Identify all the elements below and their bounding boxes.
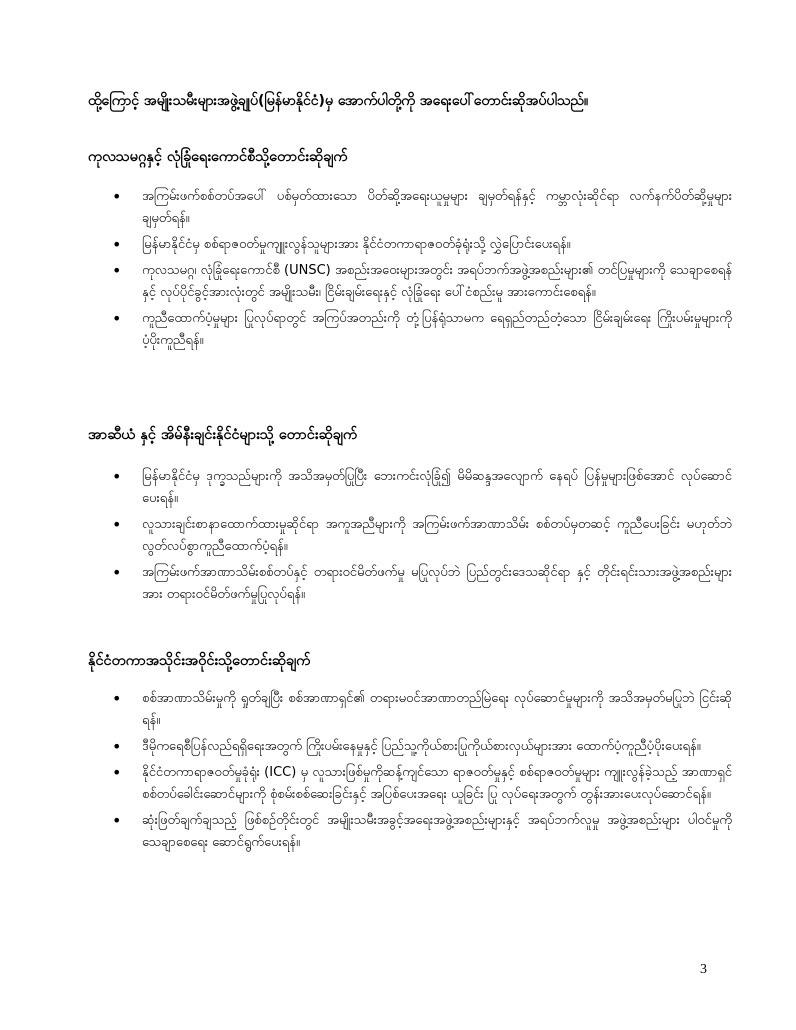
section-list-asean [112, 466, 732, 610]
section-heading-asean: အာဆီယံ နှင့် အိမ်နီးချင်းနိုင်ငံများသို့ တောင်းဆိုချက် [88, 427, 358, 443]
section-heading-international: နိုင်ငံတကာအသိုင်းအဝိုင်းသို့တောင်းဆိုချက် [88, 653, 311, 669]
list-item: • နိုင်ငံတကာရာဇဝတ်မှုခုံရုံး (ICC) မှ လူသားဖြစ်မှုကိုဆန့်ကျင်သော ရာဇဝတ်မှုနှင့် စစ်ရာဇဝတ်မှုများ ကျူးလွန်ခဲ့သည့် အာဏာရှင်စစ်တပ်ခေါင်းဆောင်များကို စုံစမ်းစစ်ဆေးခြင်းနှင့် အပြစ်ပေးအရေး ယူခြင်း ပြု လုပ်ရေးအတွက် တွန်းအားပေးလုပ်ဆောင်ရန်။ [112, 762, 732, 806]
page-number: 3 [700, 962, 707, 977]
list-item: • မြန်မာနိုင်ငံမှ ဒုက္ခသည်များကို အသိအမှတ်ပြုပြီး ဘေးကင်းလုံခြုံ၍ မိမိဆန္ဒအလျောက် နေရပ် ပြန်မှုများဖြစ်အောင် လုပ်ဆောင်ပေးရန်။ [112, 466, 732, 510]
section-list-un [112, 186, 732, 356]
list-item: • လူသားချင်းစာနာထောက်ထားမှုဆိုင်ရာ အကူအညီများကို အကြမ်းဖက်အာဏာသိမ်း စစ်တပ်မှတဆင့် ကူညီပေးခြင်း မဟုတ်ဘဲ လွတ်လပ်စွာကူညီထောက်ပံ့ရန်။ [112, 514, 732, 558]
list-item: • စစ်အာဏာသိမ်းမှုကို ရှုတ်ချပြီး စစ်အာဏာရှင်၏ တရားမဝင်အာဏာတည်မြဲရေး လုပ်ဆောင်မှုများကို အသိအမှတ်မပြုဘဲ ငြင်းဆိုရန်။ [112, 688, 732, 732]
list-item: • ကူညီထောက်ပံ့မှုများ ပြုလုပ်ရာတွင် အကြပ်အတည်းကို တုံ့ပြန်ရုံသာမက ရေရှည်တည်တံ့သော ငြိမ်းချမ်းရေး ကြိုးပမ်းမှုများကို ပံ့ပိုးကူညီရန်။ [112, 308, 732, 352]
intro-statement: ထို့ကြောင့် အမျိုးသမီးများအဖွဲ့ချုပ်(မြန်မာနိုင်ငံ)မှ အောက်ပါတို့ကို အရေးပေါ်တောင်းဆိုအပ်ပါသည်။ [88, 93, 589, 109]
list-item: • ဆုံးဖြတ်ချက်ချသည့် ဖြစ်စဉ်တိုင်းတွင် အမျိုးသမီးအခွင့်အရေးအဖွဲ့အစည်းများနှင့် အရပ်ဘက်လူမှု အဖွဲ့အစည်းများ ပါဝင်မှုကို သေချာစေရေး ဆောင်ရွက်ပေးရန်။ [112, 810, 732, 854]
list-item: • အကြမ်းဖက်အာဏာသိမ်းစစ်တပ်နှင့် တရားဝင်မိတ်ဖက်မှု မပြုလုပ်ဘဲ ပြည်တွင်းဒေသဆိုင်ရာ နှင့် တိုင်းရင်းသားအဖွဲ့အစည်းများအား တရားဝင်မိတ်ဖက်မှုပြုလုပ်ရန်။ [112, 562, 732, 606]
list-item: • မြန်မာနိုင်ငံမှ စစ်ရာဇဝတ်မှုကျူးလွန်သူများအား နိုင်ငံတကာရာဇဝတ်ခုံရုံးသို့ လွှဲပြောင်းပေးရန်။ [112, 234, 732, 256]
list-item: • အကြမ်းဖက်စစ်တပ်အပေါ် ပစ်မှတ်ထားသော ပိတ်ဆို့အရေးယူမှုများ ချမှတ်ရန်နှင့် ကမ္ဘာလုံးဆိုင်ရာ လက်နက်ပိတ်ဆို့မှုများ ချမှတ်ရန်။ [112, 186, 732, 230]
list-item: • ဒီမိုကရေစီပြန်လည်ရရှိရေးအတွက် ကြိုးပမ်းနေမှုနှင့် ပြည်သူ့ကိုယ်စားပြုကိုယ်စားလှယ်များအား ထောက်ပံ့ကူညီပံ့ပိုးပေးရန်။ [112, 736, 732, 758]
section-list-international [112, 688, 732, 858]
list-item: • ကုလသမဂ္ဂ၊ လုံခြုံရေးကောင်စီ (UNSC) အစည်းအဝေးများအတွင်း အရပ်ဘက်အဖွဲ့အစည်းများ၏ တင်ပြမှုများကို သေချာစေရန် နှင့် လုပ်ပိုင်ခွင့်အားလုံးတွင် အမျိုးသမီး၊ ငြိမ်းချမ်းရေးနှင့် လုံခြုံရေး ပေါ်ငံစည်းမူ အားကောင်းစေရန်။ [112, 260, 732, 304]
section-heading-un: ကုလသမဂ္ဂနှင့် လုံခြုံရေးကောင်စီသို့တောင်းဆိုချက် [88, 149, 348, 165]
